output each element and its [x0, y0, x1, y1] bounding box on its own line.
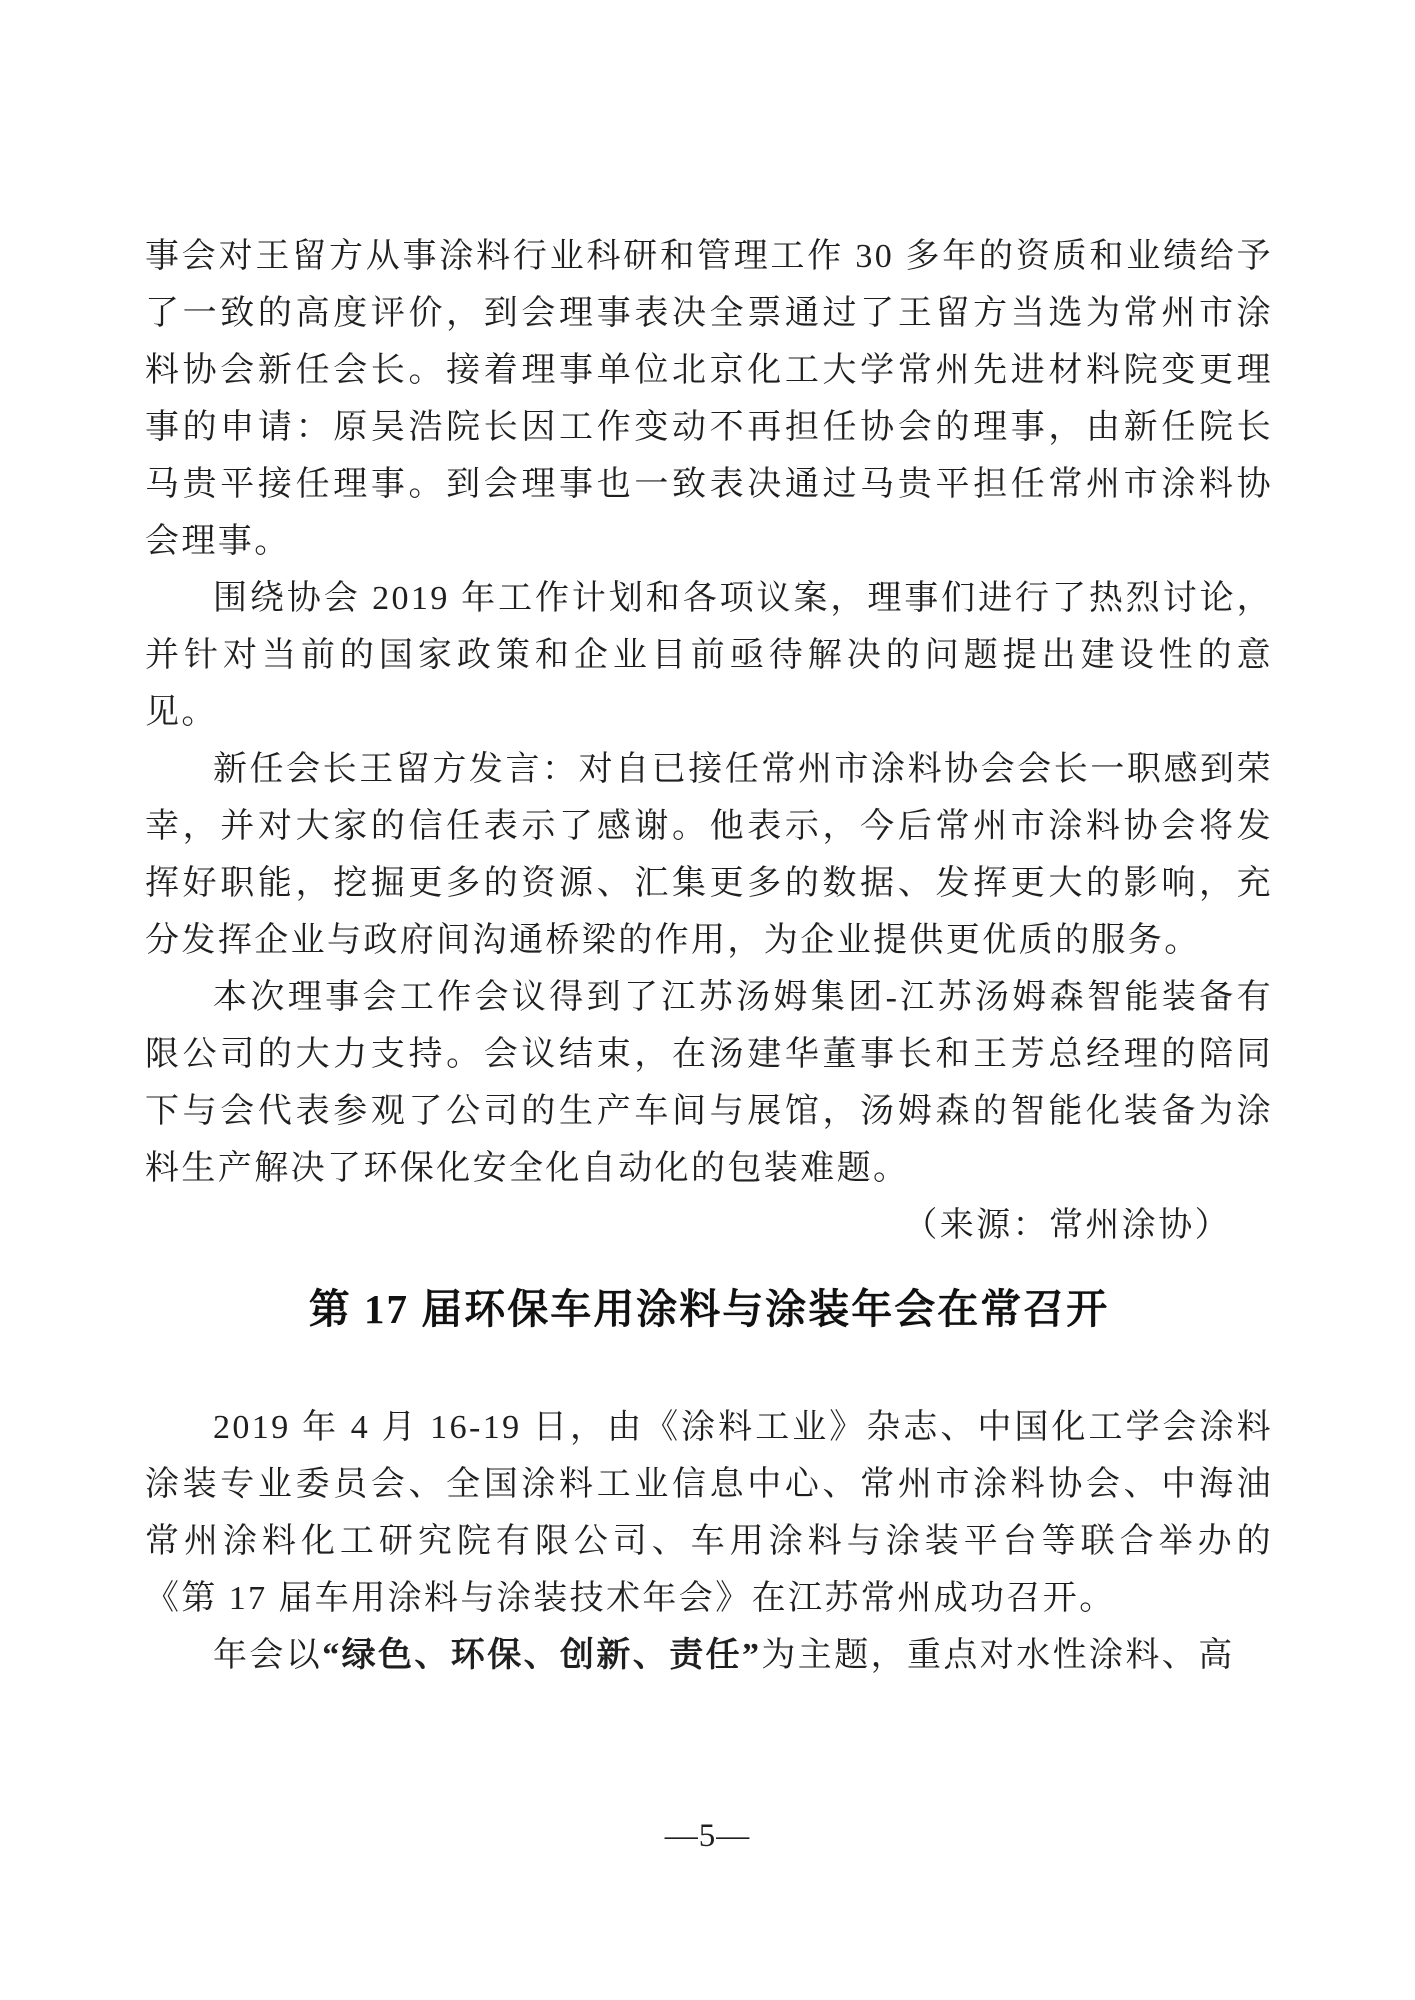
document-body [145, 228, 1273, 1684]
theme-text-bold: “绿色、环保、创新、责任” [322, 1637, 762, 1674]
paragraph-meeting-theme [145, 1627, 1273, 1684]
theme-text-prefix: 年会以 [213, 1637, 323, 1674]
source-attribution: （来源：常州涂协） [903, 1207, 1231, 1244]
page-number: —5— [664, 1818, 751, 1854]
article-title: 第 17 届环保车用涂料与涂装年会在常召开 [308, 1286, 1110, 1332]
paragraph-meeting-support: 本次理事会工作会议得到了江苏汤姆集团-江苏汤姆森智能装备有限公司的大力支持。会议结束，在汤建华董事长和王芳总经理的陪同下与会代表参观了公司的生产车间与展馆，汤姆森的智能化装备为涂料生产解决了环保化安全化自动化的包装难题。 [145, 979, 1273, 1187]
paragraph-new-president-speech: 新任会长王留方发言：对自已接任常州市涂料协会会长一职感到荣幸，并对大家的信任表示了感谢。他表示，今后常州市涂料协会将发挥好职能，挖掘更多的资源、汇集更多的数据、发挥更大的影响，充分发挥企业与政府间沟通桥梁的作用，为企业提供更优质的服务。 [145, 751, 1273, 959]
theme-text-suffix: 为主题，重点对水性涂料、高 [761, 1637, 1235, 1674]
paragraph-annual-meeting-intro: 2019 年 4 月 16-19 日，由《涂料工业》杂志、中国化工学会涂料涂装专业委员会、全国涂料工业信息中心、常州市涂料协会、中海油常州涂料化工研究院有限公司、车用涂料与涂装平台等联合举办的《第 17 届车用涂料与涂装技术年会》在江苏常州成功召开。 [145, 1409, 1273, 1617]
paragraph-2019-work-plan: 围绕协会 2019 年工作计划和各项议案，理事们进行了热烈讨论，并针对当前的国家政策和企业目前亟待解决的问题提出建设性的意见。 [145, 580, 1273, 731]
paragraph-continuation-board-vote: 事会对王留方从事涂料行业科研和管理工作 30 多年的资质和业绩给予了一致的高度评价，到会理事表决全票通过了王留方当选为常州市涂料协会新任会长。接着理事单位北京化工大学常州先进材料院变更理事的申请：原吴浩院长因工作变动不再担任协会的理事，由新任院长马贵平接任理事。到会理事也一致表决通过马贵平担任常州市涂料协会理事。 [145, 238, 1273, 560]
